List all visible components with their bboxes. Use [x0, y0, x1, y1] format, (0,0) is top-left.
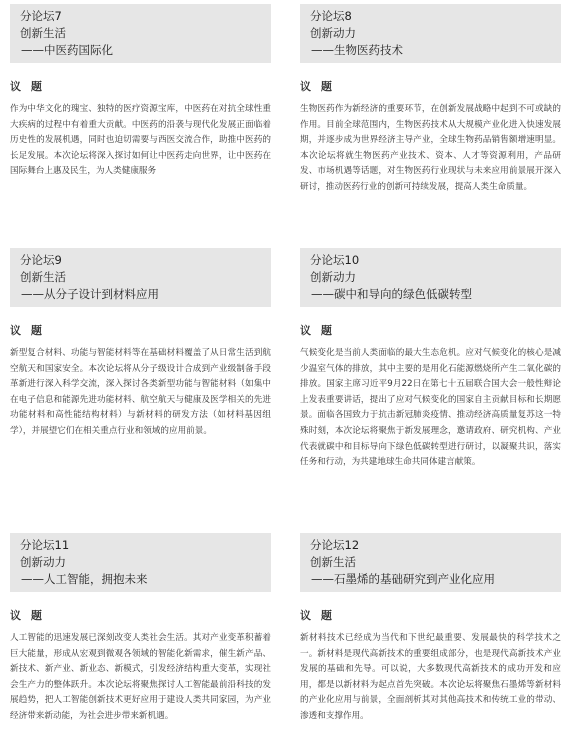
forum-theme: 创新生活	[310, 555, 356, 569]
forum-subtitle: ——石墨烯的基础研究到产业化应用	[311, 572, 495, 586]
forum-number: 分论坛12	[310, 538, 360, 552]
topic-label: 议 题	[300, 609, 335, 622]
forum-header	[300, 248, 561, 307]
forum-subtitle: ——从分子设计到材料应用	[21, 287, 159, 301]
topic-label: 议 题	[10, 80, 45, 93]
forum-theme: 创新动力	[310, 26, 356, 40]
forum-subtitle: ——碳中和导向的绿色低碳转型	[311, 287, 472, 301]
topic-label: 议 题	[300, 324, 335, 337]
forum-card-7	[10, 4, 271, 180]
forum-number: 分论坛9	[20, 253, 62, 267]
topic-label: 议 题	[10, 609, 45, 622]
forum-theme: 创新生活	[20, 270, 66, 284]
forum-card-12	[300, 533, 561, 725]
forum-subtitle: ——生物医药技术	[311, 43, 403, 57]
forum-header	[300, 533, 561, 592]
forum-number: 分论坛10	[310, 253, 360, 267]
forum-number: 分论坛7	[20, 9, 62, 23]
forum-description: 作为中华文化的瑰宝、独特的医疗资源宝库，中医药在对抗全球性重大疾病的过程中有着重大贡献。中医药的沿袭与现代化发展正面临着历史性的发展机遇，同时也迫切需要与西医交流合作，助推中医药的长足发展。本次论坛将深入探讨如何让中医药走向世界，让中医药在国际舞台上惠及民生，为人类健康服务	[10, 104, 271, 177]
forum-description: 生物医药作为新经济的重要环节，在创新发展战略中起到不可或缺的作用。目前全球范围内，生物医药技术从大规模产业化进入快速发展期，并逐步成为世界经济主导产业，全球生物药品销售额增速明显。本次论坛将就生物医药产业技术、资本、人才等资源利用，产品研发、市场机遇等话题，对生物医药行业现状与未来应用前景展开深入研讨，推动医药行业的创新可持续发展，提高人类生命质量。	[300, 104, 561, 192]
forum-header	[10, 533, 271, 592]
forum-card-9	[10, 248, 271, 440]
forum-subtitle: ——人工智能，拥抱未来	[21, 572, 148, 586]
forum-number: 分论坛8	[310, 9, 352, 23]
forum-theme: 创新生活	[20, 26, 66, 40]
forum-card-8	[300, 4, 561, 196]
forum-header	[10, 248, 271, 307]
forum-header	[10, 4, 271, 63]
forum-theme: 创新动力	[310, 270, 356, 284]
forum-description: 新材料技术已经成为当代和下世纪最重要、发展最快的科学技术之一。新材料是现代高新技术的重要组成部分，也是现代高新技术产业发展的基础和先导。可以说，大多数现代高新技术的成功开发和应用，都是以新材料为起点首先突破。本次论坛将聚焦石墨烯等新材料的产业化应用与前景，全面剖析其对其他高技术和传统工业的带动、渗透和支撑作用。	[300, 633, 561, 721]
forum-description: 人工智能的迅速发展已深刻改变人类社会生活。其对产业变革积蓄着巨大能量，形成从宏观到微观各领域的智能化新需求，催生新产品、新技术、新产业、新业态、新模式，引发经济结构重大变革，实现社会生产力的整体跃升。本次论坛将聚焦探讨人工智能最前沿科技的发展趋势，把人工智能创新技术更好应用于建设人类共同家园，为产业经济带来新动能，为社会进步带来新机遇。	[10, 633, 271, 721]
topic-label: 议 题	[10, 324, 45, 337]
forum-theme: 创新动力	[20, 555, 66, 569]
forum-subtitle: ——中医药国际化	[21, 43, 113, 57]
topic-label: 议 题	[300, 80, 335, 93]
forum-number: 分论坛11	[20, 538, 70, 552]
forum-header	[300, 4, 561, 63]
forum-card-11	[10, 533, 271, 725]
forum-card-10	[300, 248, 561, 471]
forum-description: 气候变化是当前人类面临的最大生态危机。应对气候变化的核心是减少温室气体的排放，其中主要的是用化石能源燃烧所产生二氧化碳的排放。国家主席习近平9月22日在第七十五届联合国大会一般性辩论上发表重要讲话，提出了应对气候变化的国家自主贡献目标和长期愿景。面临各国致力于抗击新冠肺炎疫情、推动经济高质量复苏这一特殊时刻，本次论坛将聚焦于新发展理念，邀请政府、研究机构、产业代表就碳中和目标导向下绿色低碳转型进行研讨，以凝聚共识，落实任务和行动，为共建地球生命共同体建言献策。	[300, 348, 561, 468]
forum-description: 新型复合材料、功能与智能材料等在基础材料覆盖了从日常生活到航空航天和国家安全。本次论坛将从分子级设计合成到产业级制备手段革新进行深入科学交流，深入探讨各类新型功能与智能材料（如集中在电子信息和能源先进功能材料、航空航天与健康及医学相关的先进功能材料和高性能结构材料）与新材料的研发方法（如材料基因组学），并展望它们在相关重点行业和领域的应用前景。	[10, 348, 271, 436]
